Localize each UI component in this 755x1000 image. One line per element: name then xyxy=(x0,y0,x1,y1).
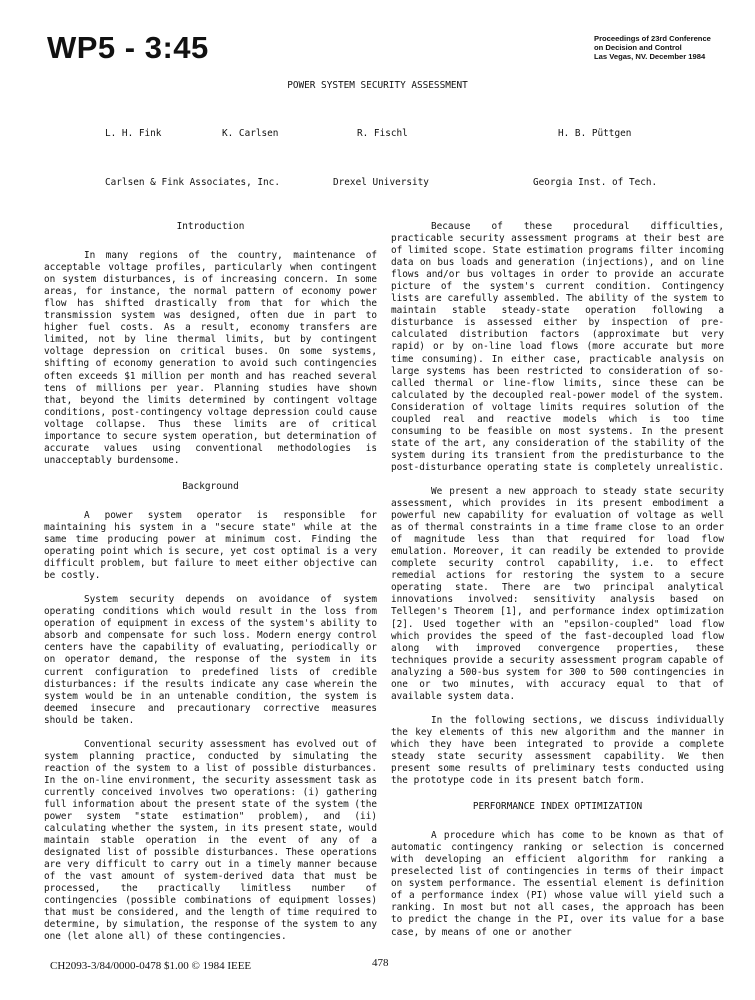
proceedings-info xyxy=(594,34,711,61)
section-heading-introduction: Introduction xyxy=(176,221,245,232)
paragraph: In many regions of the country, maintenance of acceptable voltage profiles, particularly when contingent on system disturbances, is of increasing concern. In some areas, for instance, the normal pattern of economy power flow has shifted drastically from that for which the transmission system was designed, often due in part to higher fuel costs. As a result, economy transfers are limited, not by line thermal limits, but by contingent voltage depression on critical buses. On some systems, shifting of economy generation to avoid such contingencies often exceeds $1 million per month and has reached several tens of millions per year. Planning studies have shown that, beyond the limits determined by contingent voltage conditions, post-contingency voltage depression could cause voltage collapse. Thus these limits are of critical importance to secure system operation, but determination of accurate values using conventional methodologies is unacceptably burdensome. xyxy=(44,250,378,466)
paragraph: Conventional security assessment has evolved out of system planning practice, conducted by simulating the reaction of the system to a list of possible disturbances. In the on-line environment, the security assessment task as currently conceived involves two operations: (i) gathering full information about the present state of the system (the power system "state estimation" problem), and (ii) calculating whether the system, in its present state, would maintain stable operation in the event of any of a designated list of possible disturbances. These operations are very difficult to carry out in a timely manner because of the vast amount of system-derived data that must be processed, the practically limitless number of contingencies (possible combinations of equipment losses) that must be considered, and the length of time required to determine, by simulation, the response of the system to any one (let alone all) of these contingencies. xyxy=(44,738,378,943)
affiliation: Carlsen & Fink Associates, Inc. xyxy=(105,177,280,188)
copyright-notice: CH2093-3/84/0000-0478 $1.00 © 1984 IEEE xyxy=(50,960,252,972)
proceedings-line: on Decision and Control xyxy=(594,43,682,52)
proceedings-line: Proceedings of 23rd Conference xyxy=(594,34,711,43)
right-column xyxy=(391,221,724,939)
session-code: WP5 - 3:45 xyxy=(47,30,209,65)
section-heading-background: Background xyxy=(182,480,239,492)
paper-title: POWER SYSTEM SECURITY ASSESSMENT xyxy=(287,80,468,91)
author-name: R. Fischl xyxy=(357,128,408,139)
author-name: H. B. Püttgen xyxy=(558,128,632,139)
proceedings-line: Las Vegas, NV. December 1984 xyxy=(594,52,706,61)
section-heading-performance-index: PERFORMANCE INDEX OPTIMIZATION xyxy=(472,801,643,813)
page-number: 478 xyxy=(372,957,389,969)
paragraph: System security depends on avoidance of system operating conditions which would result in the loss from operation of equipment in excess of the system's ability to absorb and compensate for such loss. Modern energy control centers have the capability of evaluating, periodically or on operator demand, the response of the system in its current configuration to predefined lists of credible disturbances: if the results indicate any case wherein the system would be in an untenable condition, the system is deemed insecure and precautionary corrective measures should be taken. xyxy=(44,594,378,726)
paragraph: In the following sections, we discuss individually the key elements of this new algorithm and the manner in which they have been integrated to provide a complete steady state security assessment capability. We then present some results of preliminary tests conducted using the prototype code in its present batch form. xyxy=(391,714,724,787)
author-name: K. Carlsen xyxy=(222,128,279,139)
affiliation: Georgia Inst. of Tech. xyxy=(533,177,658,188)
paragraph: A procedure which has come to be known as that of automatic contingency ranking or selection is concerned with developing an efficient algorithm for ranking a preselected list of contingencies in terms of their impact on system performance. The essential element is definition of a performance index (PI) whose value will yield such a ranking. In most but not all cases, the approach has been to predict the change in the PI, over its value for a base case, by means of one or another xyxy=(391,830,724,938)
paragraph: Because of these procedural difficulties, practicable security assessment programs at their best are of limited scope. State estimation programs filter incoming data on bus loads and generation (injections), and on line flows and/or bus voltages in order to provide an accurate picture of the system's current condition. Contingency lists are carefully assembled. The ability of the system to maintain stable steady-state operation following a disturbance is assessed either by inspection of pre-calculated distribution factors (approximate but very rapid) or by on-line load flows (more accurate but more time consuming). In either case, practicable analysis on large systems has been restricted to consideration of so-called thermal or line-flow limits, since these can be calculated by the decoupled real-power model of the system. Consideration of voltage limits requires solution of the coupled real and reactive models which is too time consuming to be feasible on most systems. In the present state of the art, any consideration of the stability of the system during its transient from the predisturbance to the post-disturbance operating state is completely unrealistic. xyxy=(391,221,725,473)
paragraph: We present a new approach to steady state security assessment, which provides in its present embodiment a powerful new capability for evaluation of voltage as well as of thermal constraints in a time frame close to an order of magnitude less than that required for load flow emulation. Moreover, it can readily be extended to provide complete security control capability, i.e. to effect remedial actions for restoring the system to a secure operating state. There are two principal analytical innovations involved: sensitivity analysis based on Tellegen's Theorem [1], and performance index optimization [2]. Used together with an "epsilon-coupled" load flow which provides the speed of the fast-decoupled load flow along with improved convergence properties, these techniques provide a security assessment program capable of analyzing a 500-bus system for 300 to 500 contingencies in one or two minutes, with accuracy equal to that of available system data. xyxy=(391,485,725,702)
affiliation: Drexel University xyxy=(333,177,429,188)
author-name: L. H. Fink xyxy=(105,128,162,139)
left-column xyxy=(44,221,377,944)
paragraph: A power system operator is responsible for maintaining his system in a "secure state" while at the same time producing power at minimum cost. Finding the operating point which is secure, yet cost optimal is a very difficult problem, but failure to meet either objective can be costly. xyxy=(44,509,378,582)
